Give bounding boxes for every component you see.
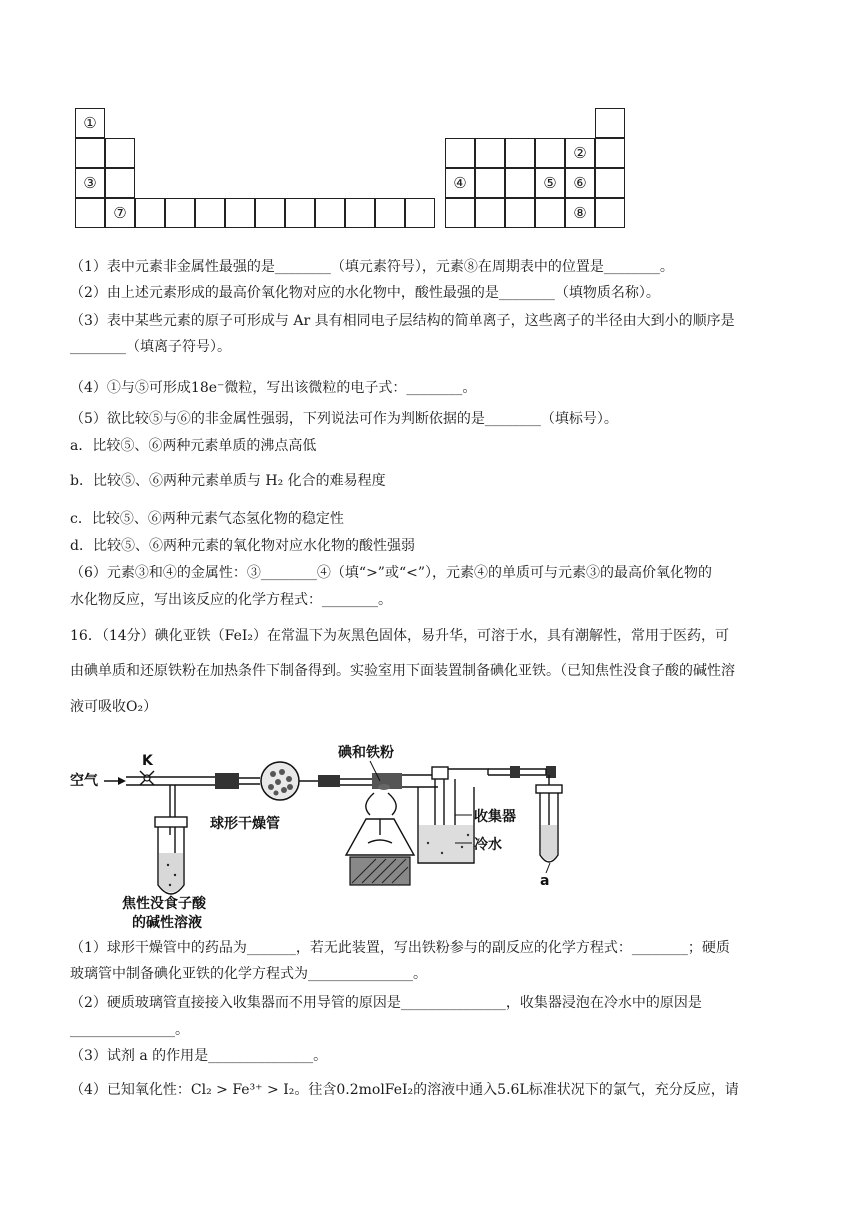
table-cell [475, 138, 505, 168]
table-cell [505, 138, 535, 168]
hard-glass-tube [340, 773, 438, 790]
table-cell [535, 198, 565, 228]
apparatus-diagram [70, 735, 570, 930]
arrow-head-icon [118, 777, 126, 785]
q15-part3-line2: ________（填离子符号）。 [70, 339, 231, 355]
rubber-connector [318, 775, 340, 787]
table-cell [135, 198, 165, 228]
q16-part2-line1: （2）硬质玻璃管直接接入收集器而不用导管的原因是_______________，收集器浸泡在冷水中的原因是 [70, 995, 702, 1011]
air-label: 空气 [70, 773, 98, 789]
element-5-cell: ⑤ [535, 168, 565, 198]
table-cell [405, 198, 435, 228]
element-7-cell: ⑦ [105, 198, 135, 228]
table-cell [195, 198, 225, 228]
table-cell [445, 198, 475, 228]
valve-k-label: K [142, 753, 153, 769]
q16-part2-line2: _______________。 [70, 1022, 189, 1038]
q15-part2: （2）由上述元素形成的最高价氧化物对应的水化物中，酸性最强的是________（填物质名称）。 [70, 285, 660, 301]
lamp-stand [350, 857, 410, 885]
valve-k-icon [140, 771, 154, 785]
q15-option-a: a．比较⑤、⑥两种元素单质的沸点高低 [70, 438, 317, 454]
absorber-label-line1: 焦性没食子酸 [122, 896, 206, 912]
q15-part4: （4）①与⑤可形成18e⁻微粒，写出该微粒的电子式：________。 [70, 380, 477, 396]
absorber-label-line2: 的碱性溶液 [132, 915, 202, 930]
table-cell [595, 198, 625, 228]
table-cell [475, 168, 505, 198]
q15-part6-line1: （6）元素③和④的金属性：③________④（填“>”或“<”），元素④的单质可与元素③的最高价氧化物的 [70, 565, 712, 581]
table-cell [255, 198, 285, 228]
table-cell [505, 168, 535, 198]
q16-part3: （3）试剂 a 的作用是_______________。 [70, 1048, 328, 1064]
q15-part6-line2: 水化物反应，写出该反应的化学方程式：________。 [70, 592, 392, 608]
absorber-test-tube [155, 785, 187, 894]
table-cell [445, 138, 475, 168]
table-cell [315, 198, 345, 228]
reagent-a-label: a [540, 873, 550, 889]
reagent-a-tube [536, 769, 562, 873]
table-cell [375, 198, 405, 228]
table-cell [285, 198, 315, 228]
element-3-cell: ③ [75, 168, 105, 198]
element-1-cell: ① [75, 108, 105, 138]
table-cell [345, 198, 375, 228]
drying-tube-icon [239, 762, 328, 800]
q16-part1-line2: 玻璃管中制备碘化亚铁的化学方程式为_______________。 [70, 966, 427, 982]
drying-tube-label: 球形干燥管 [210, 816, 280, 832]
q16-part4: （4）已知氧化性：Cl₂ > Fe³⁺ > I₂。往含0.2molFeI₂的溶液中通入5.6L标准状况下的氯气，充分反应，请 [70, 1082, 739, 1098]
table-cell [105, 168, 135, 198]
table-cell [595, 168, 625, 198]
table-cell [475, 198, 505, 228]
element-2-cell: ② [565, 138, 595, 168]
collector-label: 收集器 [474, 809, 516, 825]
q15-option-d: d．比较⑤、⑥两种元素的氧化物对应水化物的酸性强弱 [70, 538, 415, 554]
q15-part5: （5）欲比较⑤与⑥的非金属性强弱，下列说法可作为判断依据的是________（填标号）。 [70, 411, 618, 427]
rubber-connector [215, 773, 239, 789]
table-cell [75, 198, 105, 228]
alcohol-lamp-icon [346, 793, 414, 855]
cold-water-label: 冷水 [474, 837, 502, 853]
element-8-cell: ⑧ [565, 198, 595, 228]
q16-intro-line1: 16．（14分）碘化亚铁（FeI₂）在常温下为灰黑色固体，易升华，可溶于水，具有潮解性，常用于医药，可 [70, 628, 730, 644]
table-cell [595, 108, 625, 138]
table-cell [75, 138, 105, 168]
q16-intro-line3: 液可吸收O₂） [70, 699, 158, 715]
table-cell [105, 138, 135, 168]
q16-intro-line2: 由碘单质和还原铁粉在加热条件下制备得到。实验室用下面装置制备碘化亚铁。（已知焦性没食子酸的碱性溶 [70, 663, 735, 679]
table-cell [595, 138, 625, 168]
q15-part1: （1）表中元素非金属性最强的是________（填元素符号），元素⑧在周期表中的位置是________。 [70, 259, 674, 275]
q16-part1-line1: （1）球形干燥管中的药品为_______，若无此装置，写出铁粉参与的副反应的化学方程式：________；硬质 [70, 940, 730, 956]
element-4-cell: ④ [445, 168, 475, 198]
table-cell [535, 138, 565, 168]
iodine-iron-label: 碘和铁粉 [338, 745, 394, 761]
q15-part3-line1: （3）表中某些元素的原子可形成与 Ar 具有相同电子层结构的简单离子，这些离子的半径由大到小的顺序是 [70, 313, 735, 329]
element-6-cell: ⑥ [565, 168, 595, 198]
table-cell [225, 198, 255, 228]
table-cell [505, 198, 535, 228]
q15-option-b: b．比较⑤、⑥两种元素单质与 H₂ 化合的难易程度 [70, 473, 386, 489]
q15-option-c: c．比较⑤、⑥两种元素气态氢化物的稳定性 [70, 511, 344, 527]
table-cell [165, 198, 195, 228]
